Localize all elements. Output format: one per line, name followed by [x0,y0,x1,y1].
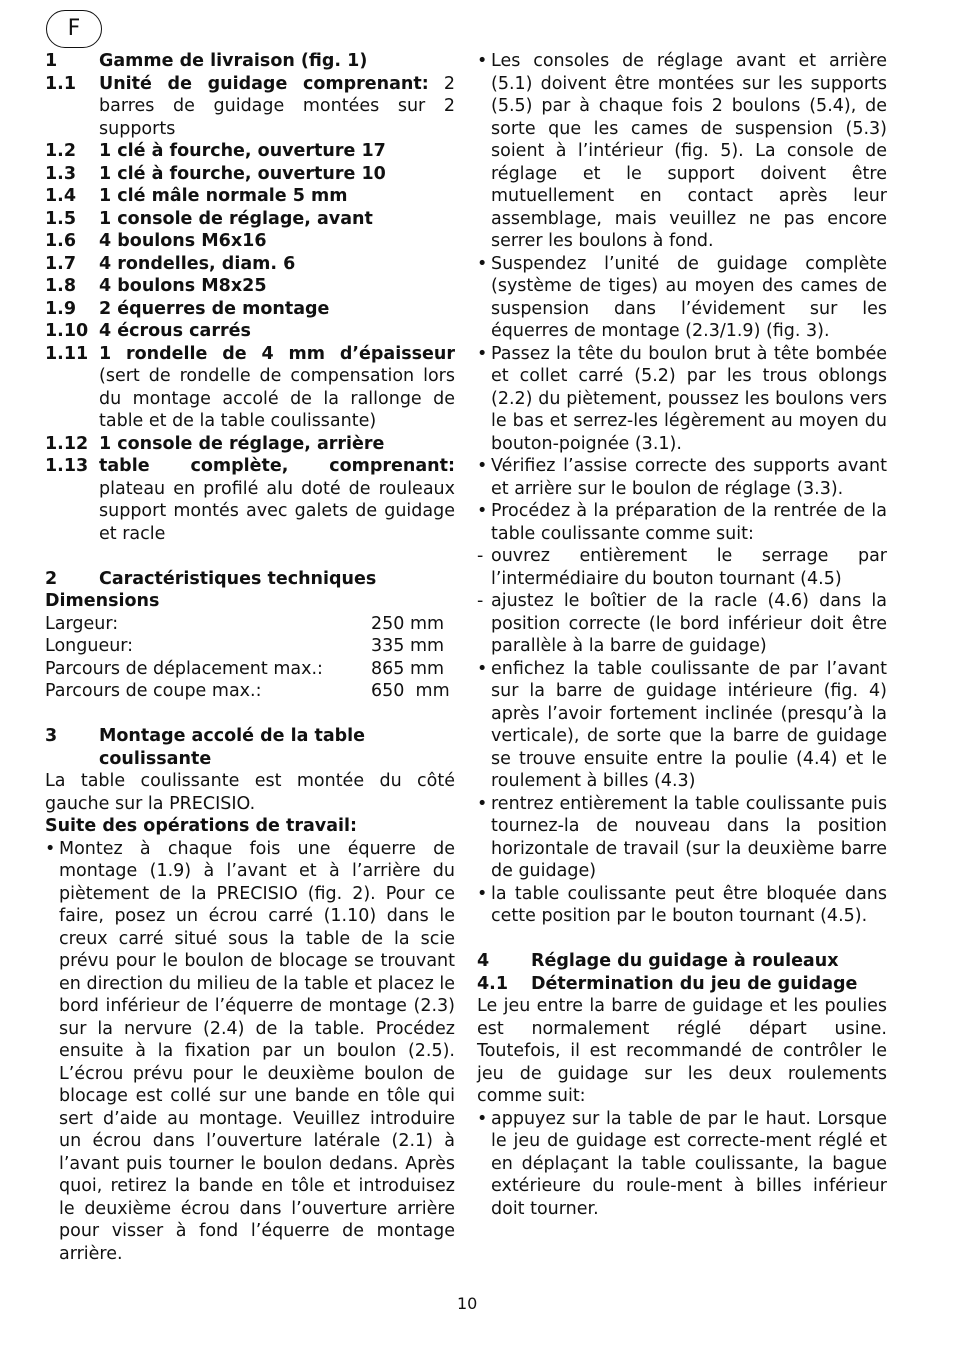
list-item: 1 Gamme de livraison (fig. 1) [45,51,368,71]
check-steps-list [477,1108,887,1221]
list-item: - ouvrez entièrement le serrage par l’intermédiaire du bouton tournant (4.5) [477,546,887,589]
section-4-1-heading: 4.1 Détermination du jeu de guidage [477,973,858,994]
list-item: • la table coulissante peut être bloquée dans cette position par le bouton tournant (4.5). [477,883,887,926]
dimension-row: Longueur: 335 mm [45,636,445,656]
list-item: • Montez à chaque fois une équerre de montage (1.9) à l’avant et à l’arrière du piètement de la PRECISIO (fig. 2). Pour ce faire, posez un écrou carré (1.10) dans le creux carré situé sous la table de la scie prévu pour le boulon de blocage se trouvant en direction du milieu de la table et placez le bord inférieur de l’équerre de montage (2.3) sur la nervure (2.4) de la table. Procédez ensuite à la fixation par un boulon (2.5). L’écrou prévu pour le deuxième boulon de blocage est collé sur une bande en tôle qui sert d’aide au montage. Veuillez introduire un écrou dans l’ouverture latérale (2.1) à l’avant puis tourner le boulon dedans. Après quoi, retirez la bande en tôle et introduisez le deuxième écrou dans l’ouverture arrière pour visser à fond l’équerre de montage arrière. [45,838,455,1264]
dimension-row: Parcours de déplacement max.: 865 mm [45,658,445,679]
list-item: 1.11 1 rondelle de 4 mm d’épaisseur (sert de rondelle de compensation lors du montage accolé de la rallonge de table et de la table coulissante) [45,343,455,431]
list-item: 1.13 table complète, comprenant: plateau en profilé alu doté de rouleaux support montés avec galets de guidage et racle [45,456,455,544]
steps-heading: Suite des opérations de travail: [45,816,358,836]
list-item: • Procédez à la préparation de la rentrée de la table coulissante comme suit: [477,501,887,544]
list-item: 1.7 4 rondelles, diam. 6 [45,253,296,274]
list-item: 1.5 1 console de réglage, avant [45,208,373,229]
list-item: 1.2 1 clé à fourche, ouverture 17 [45,141,386,161]
assembly-steps-list [477,50,887,928]
list-item: • Vérifiez l’assise correcte des supports avant et arrière sur le boulon de réglage (3.3). [477,456,887,499]
delivery-list [45,50,455,545]
list-item: 1.12 1 console de réglage, arrière [45,433,385,454]
dimensions-table [45,613,455,703]
right-column [477,50,887,1220]
list-item: 1.6 4 boulons M6x16 [45,231,267,251]
list-item: 1.10 4 écrous carrés [45,321,251,341]
section-2-heading: 2 Caractéristiques techniques [45,568,377,589]
list-item: 1.1 Unité de guidage comprenant: 2 barres de guidage montées sur 2 supports [45,73,455,139]
list-item: 1.4 1 clé mâle normale 5 mm [45,186,348,206]
section-4-heading: 4 Réglage du guidage à rouleaux [477,951,839,971]
left-column [45,50,455,1265]
list-item: 1.3 1 clé à fourche, ouverture 10 [45,163,386,184]
section-4-1-text: Le jeu entre la barre de guidage et les poulies est normalement réglé départ usine. Toutefois, il est recommandé de contrôler le jeu de guidage sur les deux roulements comme suit: [477,996,887,1106]
language-badge: F [46,10,102,48]
list-item: 1.8 4 boulons M8x25 [45,276,267,296]
list-item: • rentrez entièrement la table coulissante puis tournez-la de nouveau dans la position horizontale de travail (sur la deuxième barre de guidage) [477,793,887,881]
list-item: - ajustez le boîtier de la racle (4.6) dans la position correcte (le bord inférieur doit être parallèle à la barre de guidage) [477,591,887,656]
dimensions-heading: Dimensions [45,591,160,611]
list-item: • appuyez sur la table de par le haut. Lorsque le jeu de guidage est correcte-ment réglé et en déplaçant la table coulissante, la bague extérieure du roule-ment à billes inférieur doit tourner. [477,1108,887,1219]
page-number: 10 [457,1294,478,1313]
dimension-row: Largeur: 250 mm [45,613,445,634]
steps-list [45,838,455,1266]
list-item: 1.9 2 équerres de montage [45,298,330,319]
list-item: • Passez la tête du boulon brut à tête bombée et collet carré (5.2) par les trous oblongs (2.2) du piètement, poussez les boulons vers le bas et serrez-les légèrement au moyen du bouton-poignée (3.1). [477,343,887,454]
section-3-intro: La table coulissante est montée du côté gauche sur la PRECISIO. [45,771,455,814]
section-3-heading: 3 Montage accolé de la table coulissante [45,726,366,769]
list-item: • Suspendez l’unité de guidage complète (système de tiges) au moyen des cames de suspension dans l’évidement sur les équerres de montage (2.3/1.9) (fig. 3). [477,253,887,341]
list-item: • enfichez la table coulissante de par l’avant sur la barre de guidage intérieure (fig. 4) après l’avoir fortement inclinée (presqu’à la verticale), de sorte que la barre de guidage se trouve ensuite entre la poulie (4.4) et le roulement à billes (4.3) [477,658,887,791]
list-item: • Les consoles de réglage avant et arrière (5.1) doivent être montées sur les supports (5.5) par à chaque fois 2 boulons (5.4), de sorte que les cames de suspension (5.3) soient à l’intérieur (fig. 5). La console de réglage et le support doivent être mutuellement en contact après leur assemblage, mais veuillez ne pas encore serrer les boulons à fond. [477,51,887,251]
dimension-row: Parcours de coupe max.: 650 mm [45,681,450,701]
